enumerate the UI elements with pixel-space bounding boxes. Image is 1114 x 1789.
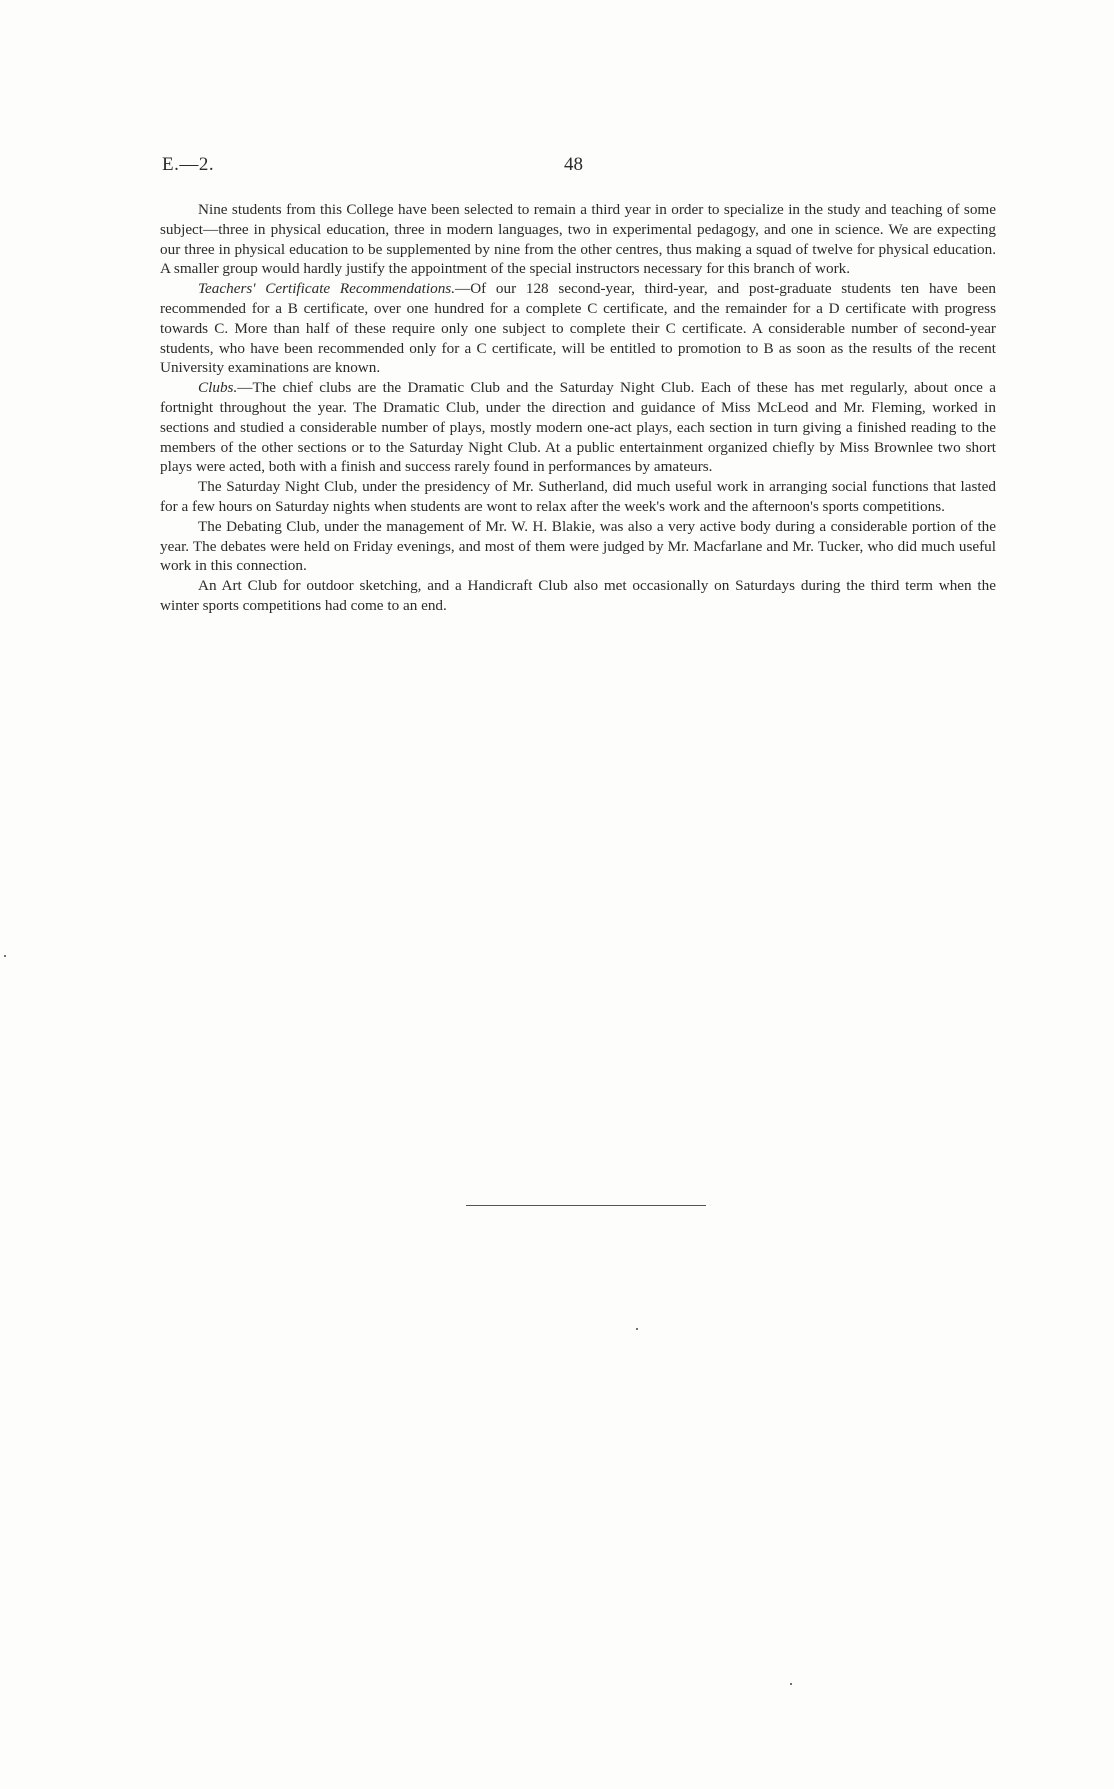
end-rule	[466, 1205, 706, 1206]
page-header	[162, 154, 998, 178]
paragraph-saturday-night-club	[160, 477, 996, 517]
paragraph-text: —The chief clubs are the Dramatic Club and the Saturday Night Club. Each of these has met regularly, about once a fortnight throughout the year. The Dramatic Club, under the direction and guidance of Miss McLeod and Mr. Fleming, worked in sections and studied a considerable number of plays, mostly modern one-act plays, each section in turn giving a finished reading to the members of the other sections or to the Saturday Night Club. At a public entertainment organized chiefly by Miss Brownlee two short plays were acted, both with a finish and success rarely found in performances by amateurs.	[160, 379, 996, 476]
scan-speck	[636, 1328, 638, 1330]
document-reference: E.—2.	[162, 154, 215, 175]
paragraph-text: The Debating Club, under the management of Mr. W. H. Blakie, was also a very active body during a considerable portion of the year. The debates were held on Friday evenings, and most of them were judged by Mr. Macfarlane and Mr. Tucker, who did much useful work in this connection.	[160, 517, 996, 575]
paragraph-art-handicraft-clubs	[160, 576, 996, 616]
paragraph-certificate-recommendations	[160, 279, 996, 378]
paragraph-text: Nine students from this College have been selected to remain a third year in order to specialize in the study and teaching of some subject—three in physical education, three in modern languages, two in experimental pedagogy, and one in science. We are expecting our three in physical education to be supplemented by nine from the other centres, thus making a squad of twelve for physical education. A smaller group would hardly justify the appointment of the special instructors necessary for this branch of work.	[160, 201, 996, 278]
section-heading: Teachers' Certificate Recommendations.	[198, 280, 456, 298]
paragraph-debating-club	[160, 517, 996, 576]
scan-speck	[790, 1683, 792, 1685]
body-text	[160, 200, 996, 616]
paragraph-text: An Art Club for outdoor sketching, and a Handicraft Club also met occasionally on Saturdays during the third term when the winter sports competitions had come to an end.	[160, 577, 996, 614]
paragraph-specialization	[160, 200, 996, 279]
section-heading: Clubs.	[198, 379, 238, 397]
paragraph-text: —Of our 128 second-year, third-year, and post-graduate students ten have been recommended for a B certificate, over one hundred for a complete C certificate, and the remainder for a D certificate with progress towards C. More than half of these require only one subject to complete their C certificate. A considerable number of second-year students, who have been recommended only for a C certificate, will be entitled to promotion to B as soon as the results of the recent University examinations are known.	[160, 280, 996, 377]
paragraph-text: The Saturday Night Club, under the presidency of Mr. Sutherland, did much useful work in arranging social functions that lasted for a few hours on Saturday nights when students are wont to relax after the week's work and the afternoon's sports competitions.	[160, 478, 996, 515]
page-number: 48	[564, 154, 583, 175]
paragraph-clubs	[160, 378, 996, 477]
scan-speck	[4, 955, 6, 957]
